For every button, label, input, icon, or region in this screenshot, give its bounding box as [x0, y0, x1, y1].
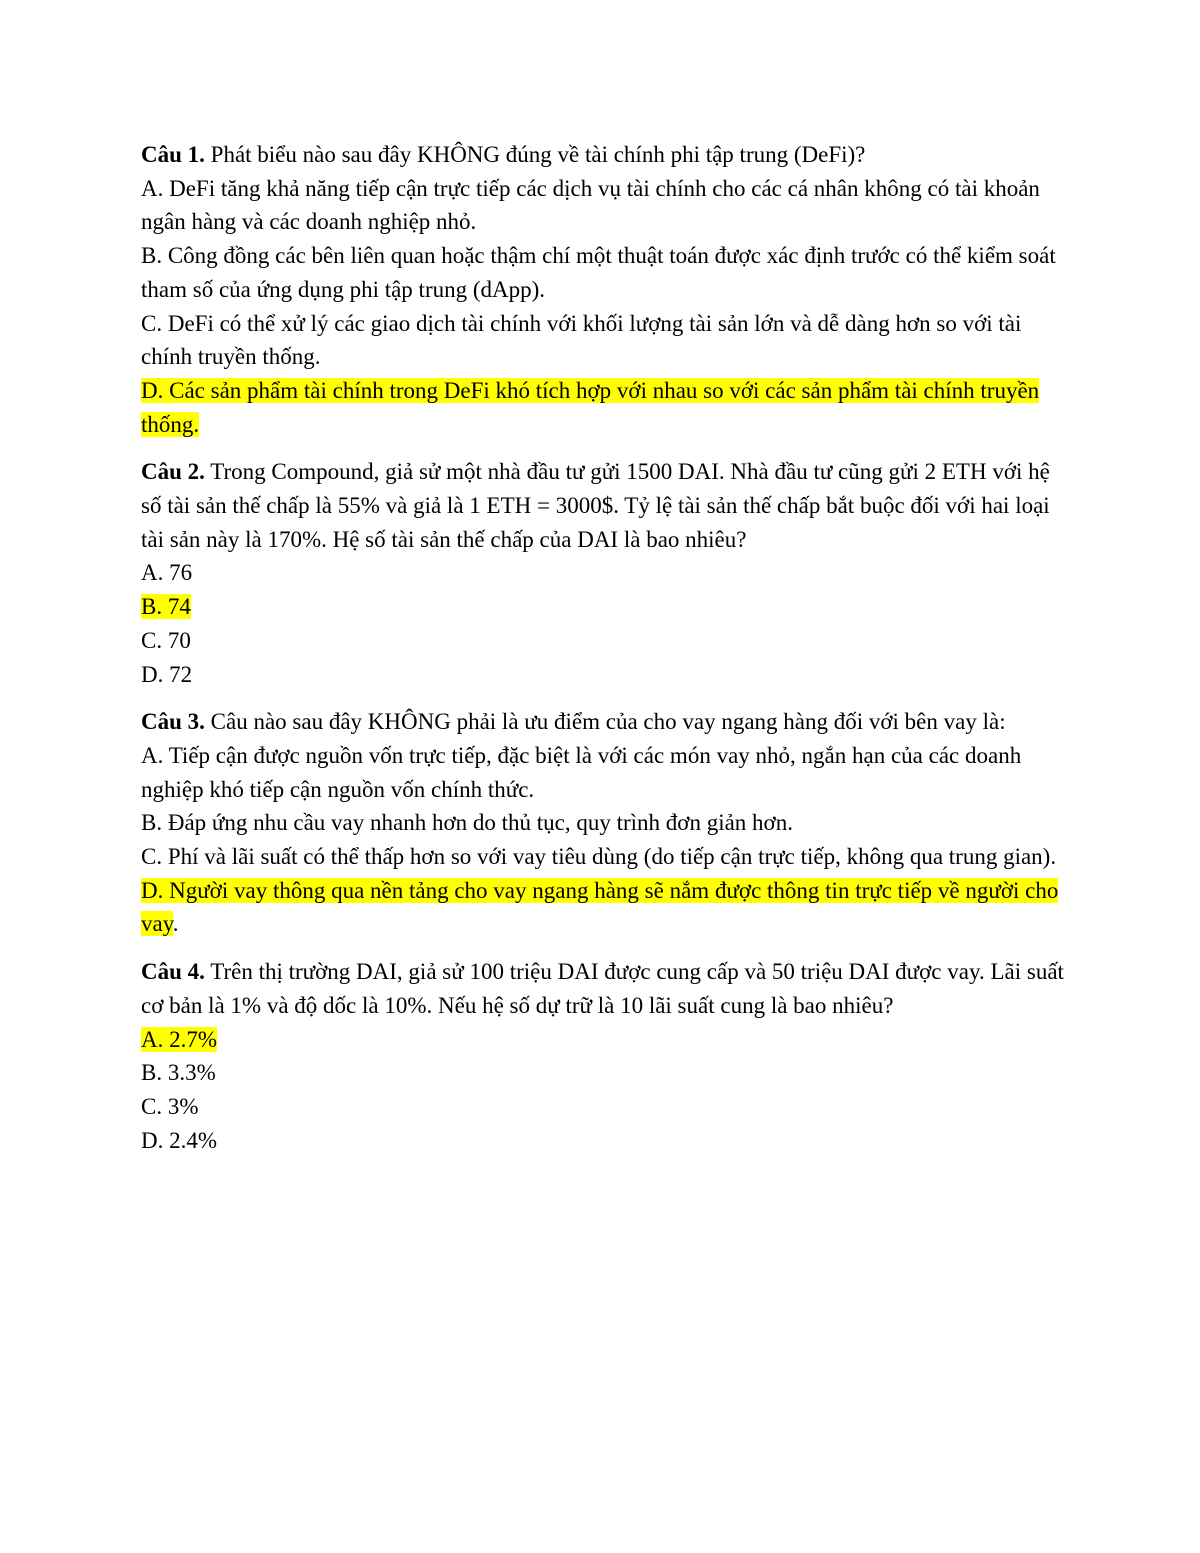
question-2-option-c	[141, 624, 1066, 658]
question-4-label: Câu 4.	[141, 959, 205, 985]
highlighted-answer: D. Các sản phẩm tài chính trong DeFi khó tích hợp với nhau so với các sản phẩm tài chính truyền thống.	[141, 377, 1040, 437]
question-3-stem	[141, 705, 1066, 739]
question-2-text: Trong Compound, giả sử một nhà đầu tư gửi 1500 DAI. Nhà đầu tư cũng gửi 2 ETH với hệ số tài sản thế chấp là 55% và giả là 1 ETH = 3000$. Tỷ lệ tài sản thế chấp bắt buộc đối với hai loại tài sản này là 170%. Hệ số tài sản thế chấp của DAI là bao nhiêu?	[141, 459, 1050, 552]
option-suffix: .	[172, 911, 179, 937]
question-1-option-b	[141, 239, 1066, 306]
question-3-option-d-answer	[141, 874, 1066, 941]
option-text: C. DeFi có thể xử lý các giao dịch tài chính với khối lượng tài sản lớn và dễ dàng hơn so với tài chính truyền thống.	[141, 310, 1022, 370]
option-text: C. 3%	[141, 1093, 199, 1119]
question-2-stem	[141, 455, 1066, 556]
option-text: A. DeFi tăng khả năng tiếp cận trực tiếp các dịch vụ tài chính cho các cá nhân không có tài khoản ngân hàng và các doanh nghiệp nhỏ.	[141, 175, 1040, 235]
option-text: B. Công đồng các bên liên quan hoặc thậm chí một thuật toán được xác định trước có thể kiểm soát tham số của ứng dụng phi tập trung (dApp).	[141, 243, 1056, 302]
option-text: D. 72	[141, 661, 193, 687]
option-text: A. Tiếp cận được nguồn vốn trực tiếp, đặc biệt là với các món vay nhỏ, ngắn hạn của các doanh nghiệp khó tiếp cận nguồn vốn chính thức.	[141, 742, 1022, 802]
question-2-option-a	[141, 556, 1066, 590]
question-4-option-d	[141, 1124, 1066, 1158]
option-text: C. Phí và lãi suất có thể thấp hơn so với vay tiêu dùng (do tiếp cận trực tiếp, không qua trung gian).	[141, 844, 1057, 870]
document-page	[141, 138, 1066, 1171]
option-text: C. 70	[141, 627, 191, 653]
question-3	[141, 705, 1066, 941]
question-2-option-d	[141, 658, 1066, 692]
question-4-option-a-answer	[141, 1023, 1066, 1057]
option-text: D. 2.4%	[141, 1127, 218, 1153]
option-text: B. Đáp ứng nhu cầu vay nhanh hơn do thủ tục, quy trình đơn giản hơn.	[141, 810, 793, 836]
question-2	[141, 455, 1066, 691]
question-3-option-c	[141, 840, 1066, 874]
question-1	[141, 138, 1066, 441]
question-1-stem	[141, 138, 1066, 172]
question-4-option-b	[141, 1056, 1066, 1090]
option-text: B. 3.3%	[141, 1060, 216, 1086]
question-3-label: Câu 3.	[141, 709, 205, 735]
question-3-text: Câu nào sau đây KHÔNG phải là ưu điểm của cho vay ngang hàng đối với bên vay là:	[204, 709, 1006, 735]
question-4	[141, 955, 1066, 1157]
question-2-option-b-answer	[141, 590, 1066, 624]
question-1-label: Câu 1.	[141, 142, 205, 167]
question-4-text: Trên thị trường DAI, giả sử 100 triệu DAI được cung cấp và 50 triệu DAI được vay. Lãi suất cơ bản là 1% và độ dốc là 10%. Nếu hệ số dự trữ là 10 lãi suất cung là bao nhiêu?	[141, 959, 1064, 1018]
highlighted-answer: A. 2.7%	[141, 1026, 218, 1052]
highlighted-answer: B. 74	[141, 594, 191, 620]
question-1-text: Phát biểu nào sau đây KHÔNG đúng về tài chính phi tập trung (DeFi)?	[204, 142, 866, 167]
question-4-option-c	[141, 1090, 1066, 1124]
question-3-option-b	[141, 806, 1066, 840]
option-text: A. 76	[141, 560, 193, 586]
question-2-label: Câu 2.	[141, 459, 205, 485]
question-3-option-a	[141, 739, 1066, 806]
question-1-option-a	[141, 172, 1066, 239]
question-1-option-c	[141, 307, 1066, 374]
highlighted-answer: D. Người vay thông qua nền tảng cho vay ngang hàng sẽ nắm được thông tin trực tiếp về người cho vay	[141, 877, 1059, 937]
question-4-stem	[141, 955, 1066, 1022]
question-1-option-d-answer	[141, 374, 1066, 441]
